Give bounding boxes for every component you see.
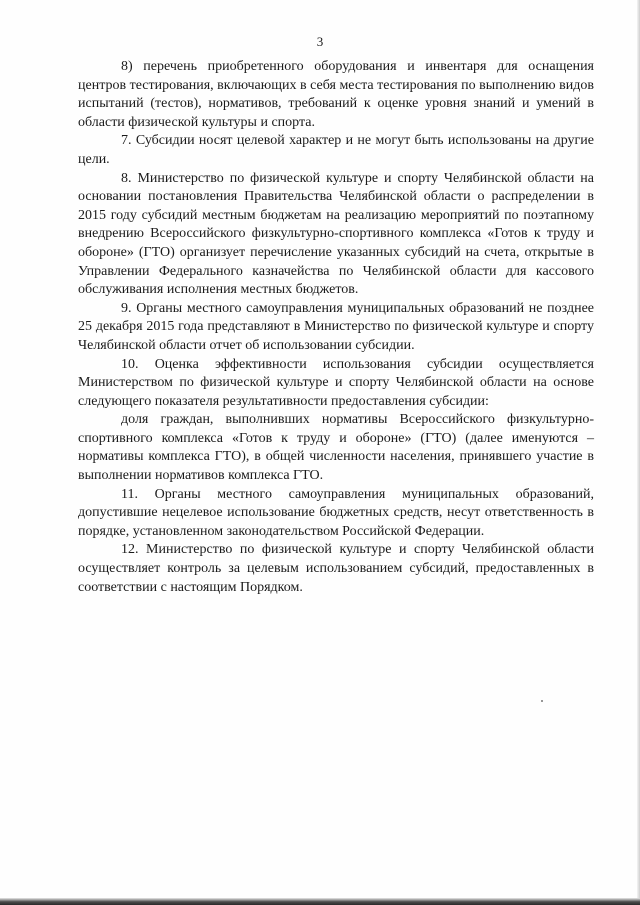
document-body	[78, 58, 594, 597]
paragraph-clause-8: 8. Министерство по физической культуре и спорту Челябинской области на основании постановления Правительства Челябинской области о распределении в 2015 году субсидий местным бюджетам на реализацию мероприятий по поэтапному внедрению Всероссийского физкультурно-спортивного комплекса «Готов к труду и обороне» (ГТО) организует перечисление указанных субсидий на счета, открытые в Управлении Федерального казначейства по Челябинской области для кассового обслуживания исполнения местных бюджетов.	[78, 170, 594, 298]
scan-bottom-edge	[0, 898, 640, 905]
scan-speck	[541, 700, 543, 702]
paragraph-clause-7: 7. Субсидии носят целевой характер и не могут быть использованы на другие цели.	[78, 133, 594, 167]
paragraph-clause-10: 10. Оценка эффективности использования субсидии осуществляется Министерством по физической культуре и спорту Челябинской области на основе следующего показателя результативности предоставления субсидии:	[78, 356, 594, 409]
paragraph-item-8-equipment-list: 8) перечень приобретенного оборудования и инвентаря для оснащения центров тестирования, включающих в себя места тестирования по выполнению видов испытаний (тестов), нормативов, требований к оценке уровня знаний и умений в области физической культуры и спорта.	[78, 59, 594, 130]
paragraph-clause-9: 9. Органы местного самоуправления муниципальных образований не позднее 25 декабря 2015 года представляют в Министерство по физической культуре и спорту Челябинской области отчет об использовании субсидии.	[78, 300, 594, 353]
paragraph-clause-12: 12. Министерство по физической культуре и спорту Челябинской области осуществляет контроль за целевым использованием субсидий, предоставленных в соответствии с настоящим Порядком.	[78, 542, 594, 595]
paragraph-clause-11: 11. Органы местного самоуправления муниципальных образований, допустившие нецелевое использование бюджетных средств, несут ответственность в порядке, установленном законодательством Российской Федерации.	[78, 486, 594, 539]
paragraph-clause-10-indicator: доля граждан, выполнивших нормативы Всероссийского физкультурно-спортивного комплекса «Готов к труду и обороне» (ГТО) (далее именуются – нормативы комплекса ГТО), в общей численности населения, принявшего участие в выполнении нормативов комплекса ГТО.	[78, 412, 594, 484]
page-number: 3	[316, 34, 324, 49]
